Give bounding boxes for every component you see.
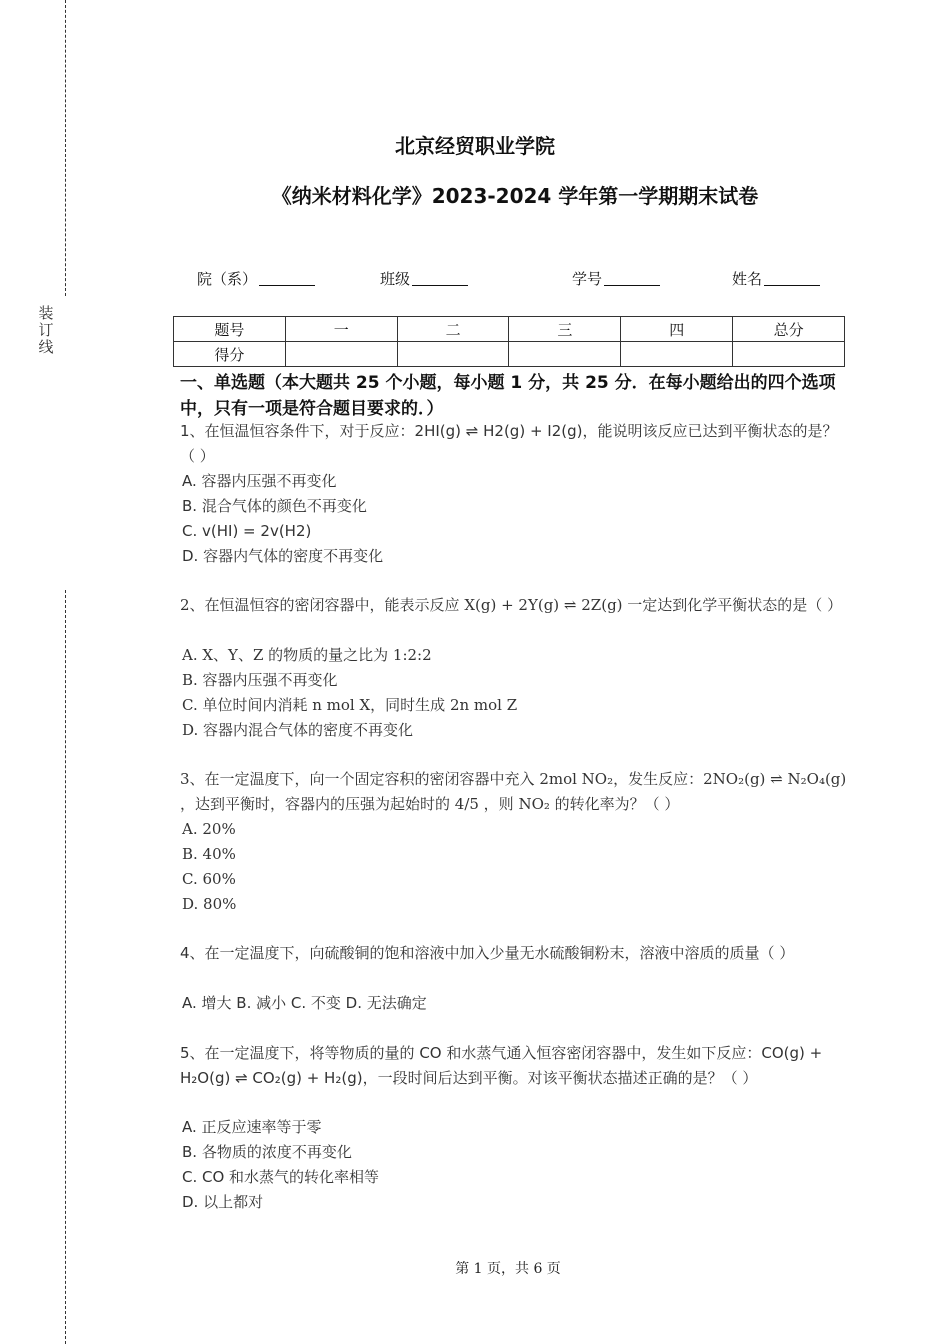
binding-label [36,305,56,356]
question-3-option-a: A. 20% [182,820,236,838]
question-1-option-b: B. 混合气体的颜色不再变化 [182,497,367,515]
class-label: 班级 [380,270,411,288]
score-input-cell[interactable] [397,342,509,367]
question-3-option-b: B. 40% [182,845,236,863]
student-id-blank[interactable] [604,269,660,286]
question-3-stem: 3、在一定温度下，向一个固定容积的密闭容器中充入 2mol NO₂，发生反应：2NO₂(g) ⇌ N₂O₄(g) ，达到平衡时，容器内的压强为起始时的 4/5 ，则 NO₂ 的转化率为？（ ） [180,770,847,813]
score-input-cell[interactable] [733,342,845,367]
student-info-row [0,268,950,292]
question-1-option-c: C. v(HI) = 2v(H2) [182,522,312,540]
question-1-option-a: A. 容器内压强不再变化 [182,472,337,490]
class-blank[interactable] [412,269,468,286]
question-4-stem: 4、在一定温度下，向硫酸铜的饱和溶液中加入少量无水硫酸铜粉末，溶液中溶质的质量（ ） [180,944,795,962]
question-5-option-c: C. CO 和水蒸气的转化率相等 [182,1168,380,1186]
department-field [197,268,315,289]
question-2-stem: 2、在恒温恒容的密闭容器中，能表示反应 X(g) + 2Y(g) ⇌ 2Z(g) 一定达到化学平衡状态的是（ ） [180,596,843,614]
score-table-score-row [174,342,845,367]
section-heading: 一、单选题（本大题共 25 个小题，每小题 1 分，共 25 分．在每小题给出的四个选项中，只有一项是符合题目要求的．） [180,373,836,419]
page-number: 第 1 页，共 6 页 [455,1261,561,1277]
score-row-label: 得分 [174,342,286,367]
department-label: 院（系） [197,270,258,288]
score-input-cell[interactable] [621,342,733,367]
score-table-header-row [174,317,845,342]
question-3-option-c: C. 60% [182,870,236,888]
name-label: 姓名 [732,270,763,288]
score-table [173,316,845,367]
name-blank[interactable] [764,269,820,286]
binding-char: 线 [38,338,54,356]
binding-char: 装 [38,304,54,322]
question-5-option-a: A. 正反应速率等于零 [182,1118,322,1136]
question-2-option-a: A. X、Y、Z 的物质的量之比为 1:2:2 [182,646,432,664]
question-4-options: A. 增大 B. 减小 C. 不变 D. 无法确定 [182,994,427,1012]
student-id-label: 学号 [572,270,603,288]
binding-dashed-line-bottom [65,590,66,1344]
school-name: 北京经贸职业学院 [395,134,555,158]
question-5-stem: 5、在一定温度下，将等物质的量的 CO 和水蒸气通入恒容密闭容器中，发生如下反应：CO(g) + H₂O(g) ⇌ CO₂(g) + H₂(g)，一段时间后达到平衡。对该平衡状态描述正确的是？（ ） [180,1044,823,1087]
question-1-option-d: D. 容器内气体的密度不再变化 [182,547,384,565]
score-table-cell: 题号 [174,317,286,342]
name-field [732,268,820,289]
department-blank[interactable] [259,269,315,286]
binding-char: 订 [38,321,54,339]
question-5-option-b: B. 各物质的浓度不再变化 [182,1143,352,1161]
score-table-cell: 三 [509,317,621,342]
score-table-cell: 二 [397,317,509,342]
question-2-option-c: C. 单位时间内消耗 n mol X，同时生成 2n mol Z [182,696,518,714]
exam-title: 《纳米材料化学》2023-2024 学年第一学期期末试卷 [271,184,759,208]
question-2-option-b: B. 容器内压强不再变化 [182,671,338,689]
question-5-option-d: D. 以上都对 [182,1193,264,1211]
score-table-cell: 四 [621,317,733,342]
class-field [380,268,468,289]
student-id-field [572,268,660,289]
question-3-option-d: D. 80% [182,895,237,913]
score-table-cell: 总分 [733,317,845,342]
score-input-cell[interactable] [509,342,621,367]
score-table-cell: 一 [285,317,397,342]
question-1-stem: 1、在恒温恒容条件下，对于反应：2HI(g) ⇌ H2(g) + I2(g)，能说明该反应已达到平衡状态的是？（ ） [180,422,838,465]
score-input-cell[interactable] [285,342,397,367]
question-2-option-d: D. 容器内混合气体的密度不再变化 [182,721,414,739]
